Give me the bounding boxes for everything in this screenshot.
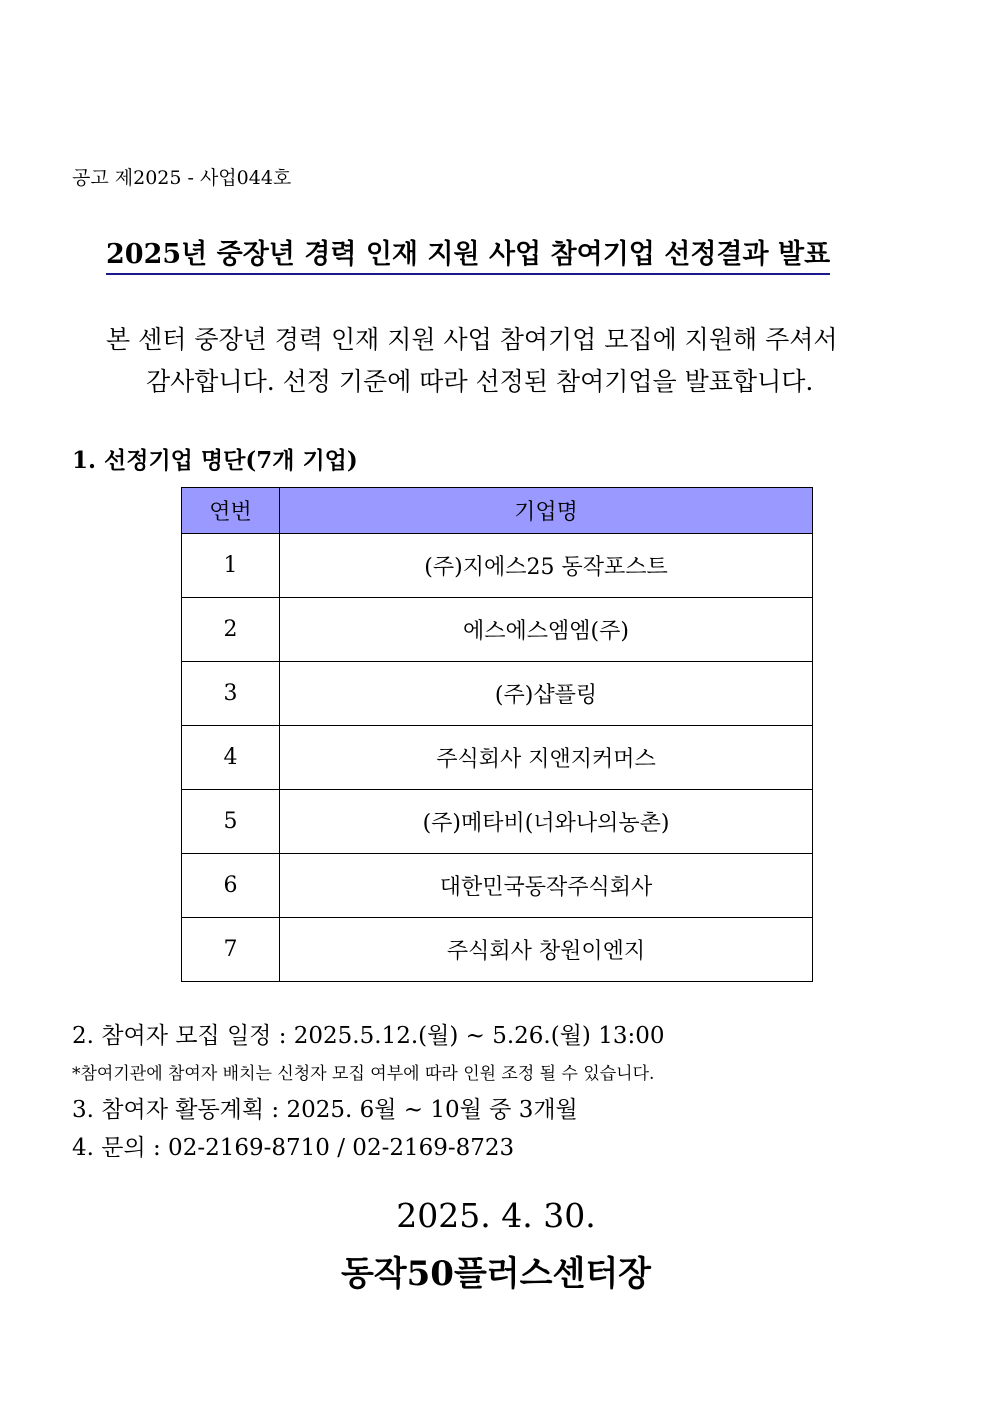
- table-row: [182, 598, 813, 662]
- company-name: 주식회사 지앤지커머스: [280, 726, 813, 790]
- row-number: 2: [182, 598, 280, 662]
- company-name: (주)지에스25 동작포스트: [280, 534, 813, 598]
- row-number: 3: [182, 662, 280, 726]
- company-name: (주)샵플링: [280, 662, 813, 726]
- table-row: [182, 790, 813, 854]
- section-3-plan: 3. 참여자 활동계획 : 2025. 6월 ~ 10월 중 3개월: [72, 1097, 578, 1123]
- header-no: 연번: [182, 488, 280, 534]
- issue-date: 2025. 4. 30.: [396, 1196, 596, 1235]
- table-header-row: [182, 488, 813, 534]
- intro-line-2: 감사합니다. 선정 기준에 따라 선정된 참여기업을 발표합니다.: [146, 367, 814, 396]
- section-4-contact: 4. 문의 : 02-2169-8710 / 02-2169-8723: [72, 1135, 515, 1161]
- intro-line-1: 본 센터 중장년 경력 인재 지원 사업 참여기업 모집에 지원해 주셔서: [106, 325, 838, 354]
- company-name: (주)메타비(너와나의농촌): [280, 790, 813, 854]
- row-number: 6: [182, 854, 280, 918]
- row-number: 1: [182, 534, 280, 598]
- selected-companies-table: [181, 487, 813, 982]
- table-row: [182, 662, 813, 726]
- notice-number: 공고 제2025 - 사업044호: [72, 167, 292, 189]
- row-number: 4: [182, 726, 280, 790]
- signer: 동작50플러스센터장: [340, 1254, 652, 1294]
- row-number: 5: [182, 790, 280, 854]
- row-number: 7: [182, 918, 280, 982]
- document-title: 2025년 중장년 경력 인재 지원 사업 참여기업 선정결과 발표: [106, 232, 830, 275]
- company-name: 주식회사 창원이엔지: [280, 918, 813, 982]
- schedule-note: *참여기관에 참여자 배치는 신청자 모집 여부에 따라 인원 조정 될 수 있습니다.: [72, 1064, 655, 1084]
- table-row: [182, 726, 813, 790]
- section-1-heading: 1. 선정기업 명단(7개 기업): [72, 447, 358, 474]
- section-2-schedule: 2. 참여자 모집 일정 : 2025.5.12.(월) ~ 5.26.(월) 13:00: [72, 1023, 665, 1049]
- table-row: [182, 918, 813, 982]
- table-row: [182, 534, 813, 598]
- company-name: 에스에스엠엠(주): [280, 598, 813, 662]
- header-company: 기업명: [280, 488, 813, 534]
- table-row: [182, 854, 813, 918]
- company-name: 대한민국동작주식회사: [280, 854, 813, 918]
